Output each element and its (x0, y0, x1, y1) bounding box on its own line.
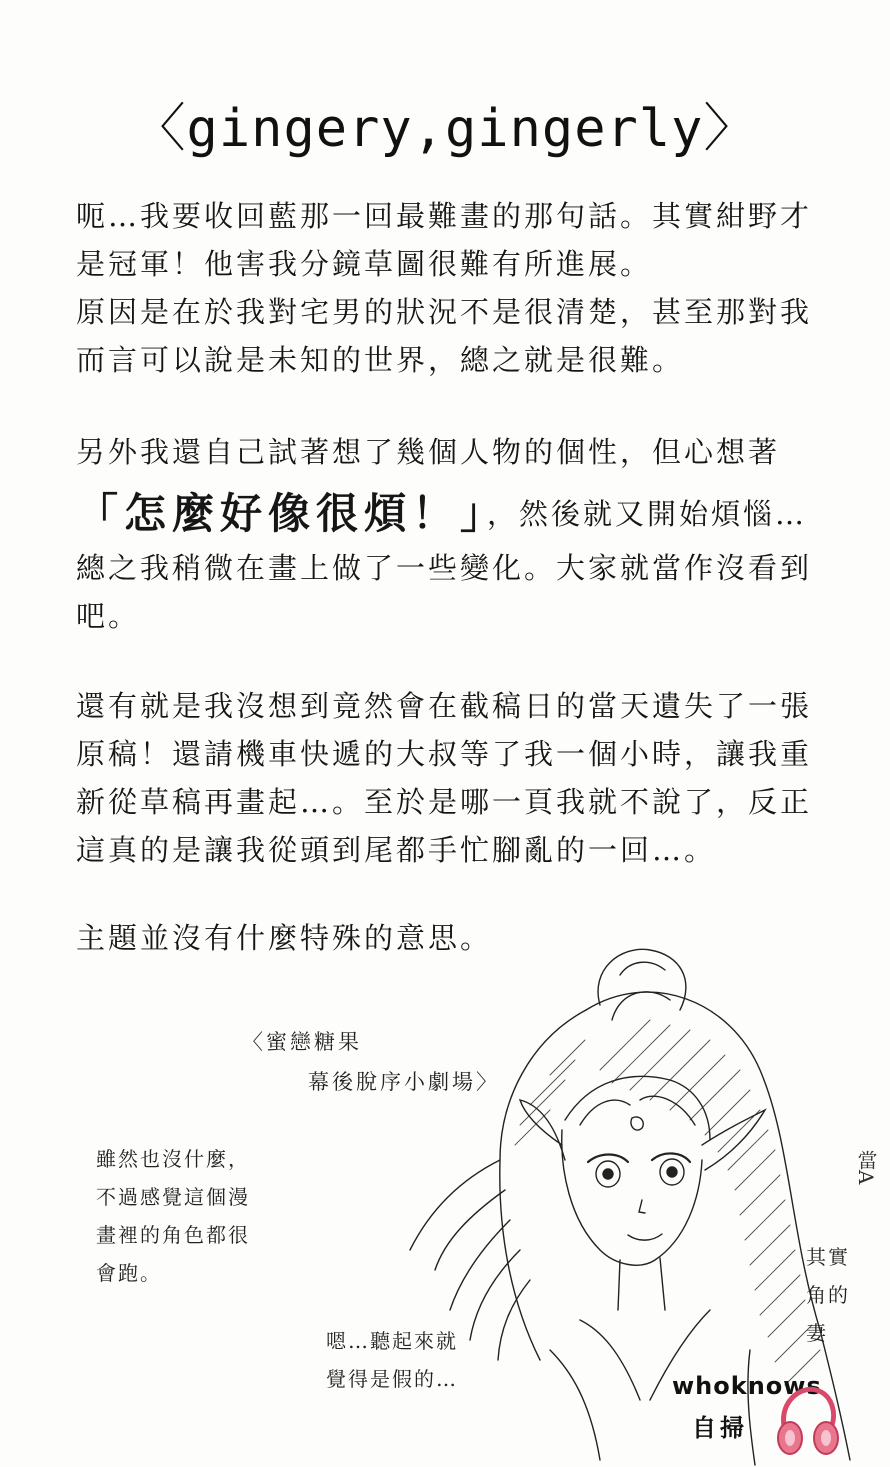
note-line: 會跑。 (96, 1261, 162, 1285)
note-left (96, 1140, 250, 1292)
text-line: 總之我稍微在畫上做了一些變化。大家就當作沒看到 (76, 551, 813, 585)
note-right-edge: 當A (854, 1150, 878, 1185)
emphasis-line (76, 476, 856, 544)
note-line: 不過感覺這個漫 (96, 1185, 250, 1209)
text-line: 原稿！還請機車快遞的大叔等了我一個小時，讓我重 (76, 737, 813, 771)
note-right (806, 1238, 850, 1352)
theater-title (242, 1022, 500, 1102)
text-line: 還有就是我沒想到竟然會在截稿日的當天遺失了一張 (76, 689, 813, 723)
headphones-icon (772, 1380, 844, 1462)
note-line: 覺得是假的… (326, 1367, 458, 1391)
watermark-cjk: 自掃 (692, 1414, 748, 1442)
note-line: 角的 (806, 1283, 850, 1307)
text-line: 呃…我要收回藍那一回最難畫的那句話。其實紺野才 (76, 199, 813, 233)
text-line: 新從草稿再畫起…。至於是哪一頁我就不說了，反正 (76, 785, 813, 819)
text-line: 吧。 (76, 599, 141, 633)
watermark-latin: whoknows (672, 1372, 822, 1400)
paragraph-2 (76, 428, 856, 640)
text-line: 主題並沒有什麼特殊的意思。 (76, 921, 493, 955)
text-line: 是冠軍！他害我分鏡草圖很難有所進展。 (76, 247, 653, 281)
text-line: 這真的是讓我從頭到尾都手忙腳亂的一回…。 (76, 833, 717, 867)
scanlation-watermark (672, 1372, 882, 1462)
note-line: 嗯…聽起來就 (326, 1329, 458, 1353)
note-line: 妻 (806, 1321, 828, 1345)
text-fragment: ，然後就又開始煩惱… (487, 497, 808, 531)
text-line: 而言可以說是未知的世界，總之就是很難。 (76, 343, 685, 377)
note-line: 畫裡的角色都很 (96, 1223, 250, 1247)
text-line: 原因是在於我對宅男的狀況不是很清楚，甚至那對我 (76, 295, 813, 329)
theater-title-line2: 幕後脫序小劇場〉 (308, 1070, 500, 1094)
note-bottom (326, 1322, 458, 1398)
theater-title-line1: 〈蜜戀糖果 (242, 1030, 362, 1054)
note-line: 雖然也沒什麼， (96, 1147, 250, 1171)
page-title: 〈gingery,gingerly〉 (133, 99, 757, 159)
paragraph-3 (76, 682, 856, 874)
paragraph-1 (76, 192, 856, 384)
emphasis-text: 「怎麼好像很煩！」 (76, 489, 488, 538)
note-line: 其實 (806, 1245, 850, 1269)
text-line: 另外我還自己試著想了幾個人物的個性，但心想著 (76, 435, 781, 469)
